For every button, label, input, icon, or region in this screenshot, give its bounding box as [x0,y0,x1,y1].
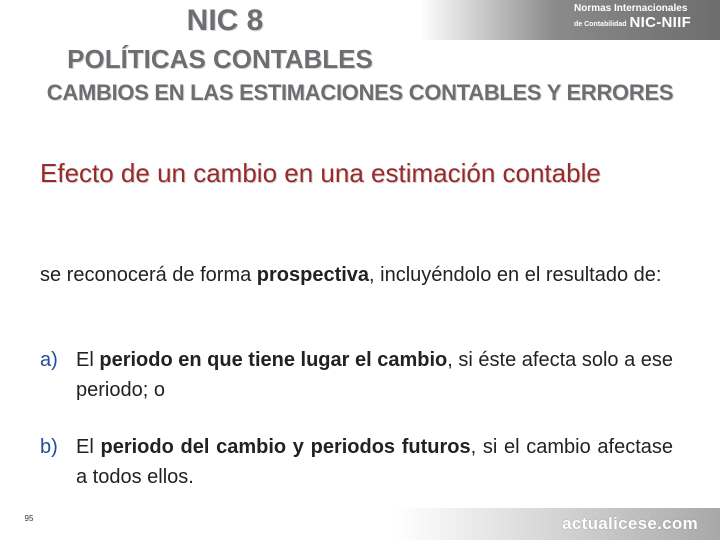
intro-text-bold: prospectiva [256,264,370,286]
list-item-a [40,345,673,405]
section-heading: Efecto de un cambio en una estimación contable [40,158,601,188]
brand-line-3: NIC-NIIF [629,14,692,31]
list-marker-b: b) [40,436,58,458]
slide-title: NIC 8 [186,4,264,37]
brand-line-1: Normas Internacionales [574,3,688,14]
item-b-post: , si el cambio afectase a todos ellos. [76,436,674,488]
slide-topic: CAMBIOS EN LAS ESTIMACIONES CONTABLES Y ERRORES [46,80,674,105]
item-a-pre: El [76,349,100,371]
brand-logo [570,3,710,31]
list-marker-a: a) [40,349,58,371]
brand-line-2: de Contabilidad [574,21,627,28]
item-b-bold: periodo del cambio y periodos futuros [100,436,471,458]
list-item-b [40,432,673,492]
item-a-post: , si éste afecta solo a ese periodo; o [76,349,674,401]
item-b-pre: El [76,436,101,458]
intro-paragraph [40,261,673,290]
item-a-bold: periodo en que tiene lugar el cambio [99,349,448,371]
site-name: actualicese.com [562,514,698,533]
intro-text-pre: se reconocerá de forma [40,264,257,286]
slide-subtitle: POLÍTICAS CONTABLES [67,44,373,74]
page-number: 95 [24,514,34,523]
intro-text-post: , incluyéndolo en el resultado de: [369,264,662,286]
